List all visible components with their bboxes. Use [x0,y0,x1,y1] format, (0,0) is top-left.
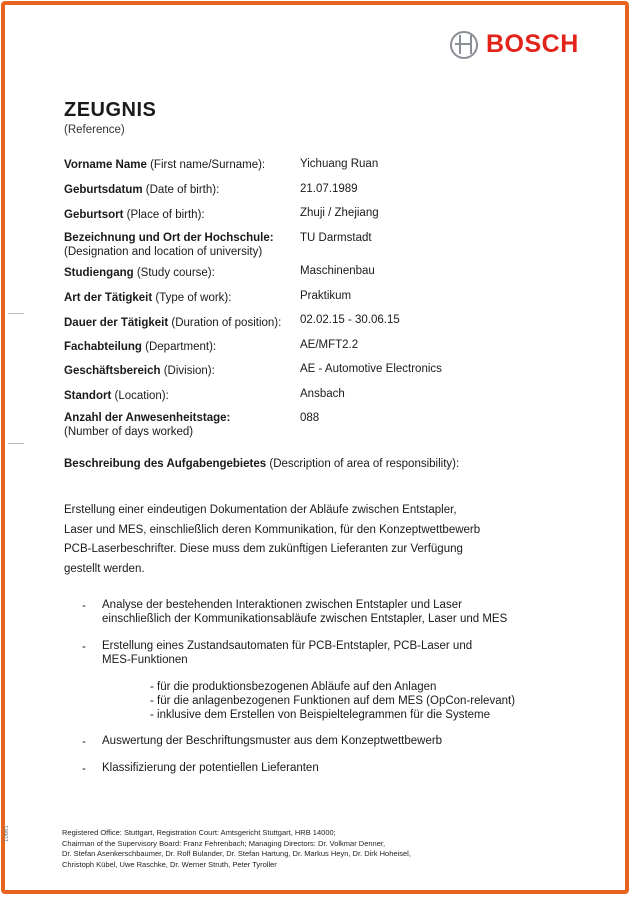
field-label-division: Geschäftsbereich (Division): [64,365,215,377]
sub-list-item: - für die anlagenbezogenen Funktionen auf dem MES (OpCon-relevant) [150,695,516,707]
legal-footer: Registered Office: Stuttgart, Registration Court: Amtsgericht Stuttgart, HRB 14000; Chairman of the Supervisory Board: Franz Fehrenbach; Managing Directors: Dr. Volkmar Denner, Dr. Stefan Asenkerschbaumer, Dr. Rolf Bulander, Dr. Stefan Hartung, Dr. Markus Heyn, Dr. Dirk Hoheisel, Christoph Kübel, Uwe Raschke, Dr. Werner Struth, Peter Tyroller [62,828,411,869]
bullet-marker: - [82,641,86,653]
field-value-study-course: Maschinenbau [300,265,375,277]
list-item: Analyse der bestehenden Interaktionen zwischen Entstapler und Laser einschließlich der Kommunikationsabläufe zwischen Entstapler, Laser und MES [102,599,508,625]
field-value-days-worked: 088 [300,412,320,424]
bosch-logo [450,30,579,59]
list-item: Auswertung der Beschriftungsmuster aus dem Konzeptwettbewerb [102,735,443,747]
brand-name: BOSCH [486,30,579,58]
bullet-marker: - [82,763,86,775]
field-label-location: Standort (Location): [64,390,169,402]
field-label-duration: Dauer der Tätigkeit (Duration of position): [64,317,282,329]
field-value-name: Yichuang Ruan [300,158,379,170]
field-label-name: Vorname Name (First name/Surname): [64,159,266,171]
field-value-division: AE - Automotive Electronics [300,363,442,375]
field-label-birthplace: Geburtsort (Place of birth): [64,209,205,221]
field-value-birthdate: 21.07.1989 [300,183,358,195]
bullet-marker: - [82,600,86,612]
field-value-work-type: Praktikum [300,290,352,302]
field-label-study-course: Studiengang (Study course): [64,267,215,279]
field-label-birthdate: Geburtsdatum (Date of birth): [64,184,220,196]
field-label-university: Bezeichnung und Ort der Hochschule: (Designation and location of university) [64,232,274,258]
bullet-marker: - [82,736,86,748]
field-value-location: Ansbach [300,388,345,400]
field-label-department: Fachabteilung (Department): [64,341,217,353]
bosch-armature-icon [450,31,478,59]
sub-list [150,680,515,722]
sub-list-item: - inklusive dem Erstellen von Beispieltelegrammen für die Systeme [150,709,491,721]
fold-mark [8,443,24,444]
document-subtitle: (Reference) [64,124,125,136]
list-item: Erstellung eines Zustandsautomaten für PCB-Entstapler, PCB-Laser und MES-Funktionen [102,640,473,666]
description-paragraph: Erstellung einer eindeutigen Dokumentation der Abläufe zwischen Entstapler, Laser und MES, einschließlich deren Kommunikation, für den Konzeptwettbewerb PCB-Laserbeschrifter. Diese muss dem zukünftigen Lieferanten zur Verfügung gestellt werden. [64,504,481,575]
field-value-university: TU Darmstadt [300,232,372,244]
field-label-days-worked: Anzahl der Anwesenheitstage: (Number of days worked) [64,412,231,438]
list-item: Klassifizierung der potentiellen Lieferanten [102,762,319,774]
document-title: ZEUGNIS [64,99,157,121]
form-code: 10661 [4,825,10,842]
field-label-work-type: Art der Tätigkeit (Type of work): [64,292,232,304]
sub-list-item: - für die produktionsbezogenen Abläufe auf den Anlagen [150,681,437,693]
field-value-department: AE/MFT2.2 [300,339,359,351]
field-value-duration: 02.02.15 - 30.06.15 [300,314,400,326]
field-value-birthplace: Zhuji / Zhejiang [300,207,379,219]
fold-mark [8,313,24,314]
description-heading: Beschreibung des Aufgabengebietes (Description of area of responsibility): [64,458,460,470]
